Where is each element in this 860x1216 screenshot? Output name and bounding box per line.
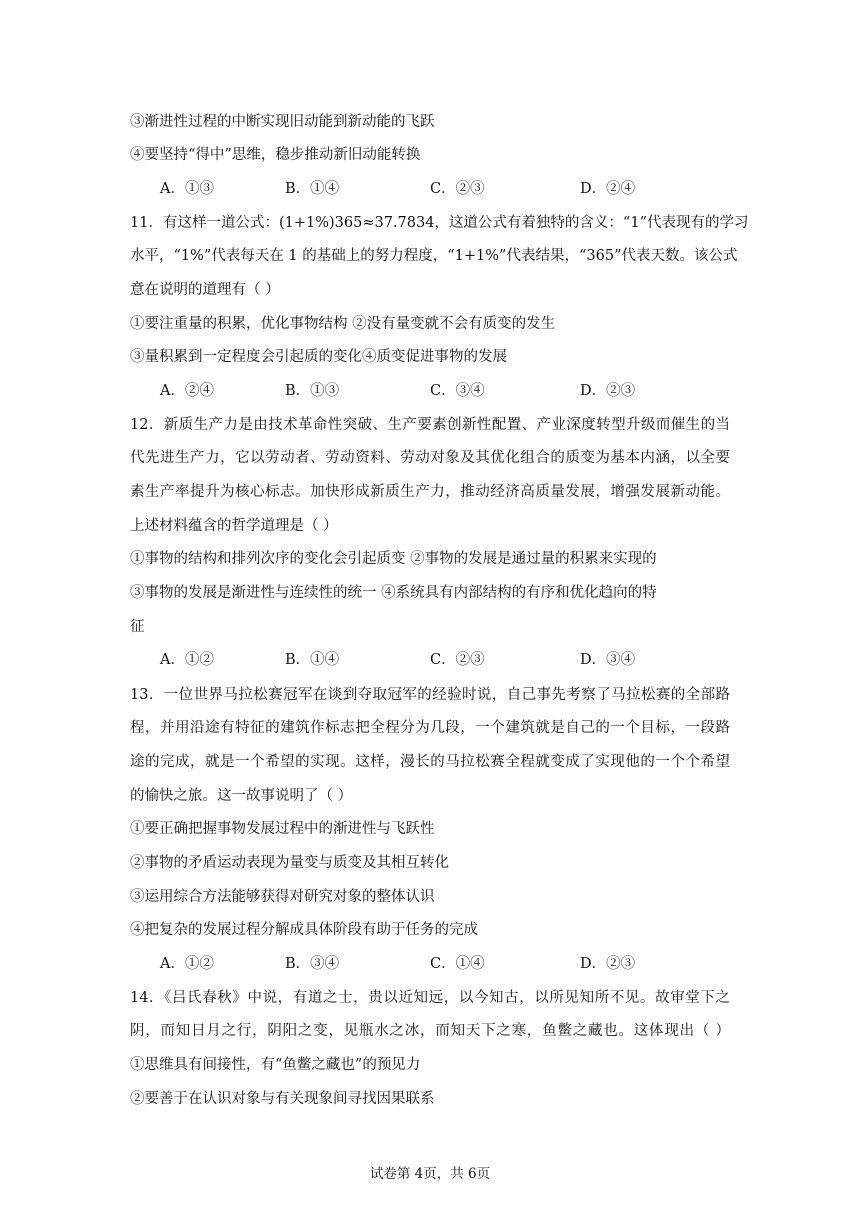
q12-stem-line-2: 代先进生产力，它以劳动者、劳动资料、劳动对象及其优化组合的质变为基本内涵，以全要 [130, 450, 730, 466]
q13-option-a[interactable]: A．①② [160, 956, 214, 972]
q11-option-c[interactable]: C．③④ [430, 383, 485, 399]
statement-3: ③渐进性过程的中断实现旧动能到新动能的飞跃 [130, 114, 435, 130]
q12-stem-line-3: 素生产率提升为核心标志。加快形成新质生产力，推动经济高质量发展，增强发展新动能。 [130, 484, 730, 500]
q12-statements-3: 征 [130, 619, 145, 635]
q12-stem-line-4: 上述材料蕴含的哲学道理是（ ） [130, 518, 338, 534]
q13-stem-line-2: 程，并用沿途有特征的建筑作标志把全程分为几段，一个建筑就是自己的一个目标，一段路 [130, 720, 730, 736]
q12-option-b[interactable]: B．①④ [285, 652, 340, 668]
q13-stem-line-4: 的愉快之旅。这一故事说明了（ ） [130, 788, 353, 804]
q11-statements-2: ③量积累到一定程度会引起质的变化④质变促进事物的发展 [130, 349, 507, 365]
q13-option-d[interactable]: D．②③ [580, 956, 636, 972]
q12-option-d[interactable]: D．③④ [580, 652, 636, 668]
page-footer: 试卷第 4页，共 6页 [369, 1166, 491, 1182]
q13-stem-line-3: 途的完成，就是一个希望的实现。这样，漫长的马拉松赛全程就变成了实现他的一个个希望 [130, 754, 730, 770]
q11-stem-line-3: 意在说明的道理有（ ） [130, 282, 280, 298]
q11-option-a[interactable]: A．②④ [160, 383, 214, 399]
q13-statement-4: ④把复杂的发展过程分解成具体阶段有助于任务的完成 [130, 922, 478, 938]
option-c[interactable]: C．②③ [430, 181, 485, 197]
statement-4: ④要坚持“得中”思维，稳步推动新旧动能转换 [130, 147, 421, 163]
q12-option-a[interactable]: A．①② [160, 652, 214, 668]
option-b[interactable]: B．①④ [285, 181, 340, 197]
q14-statement-2: ②要善于在认识对象与有关现象间寻找因果联系 [130, 1091, 435, 1107]
option-d[interactable]: D．②④ [580, 181, 636, 197]
q14-stem-line-1: 14．《吕氏春秋》中说，有道之士，贵以近知远，以今知古，以所见知所不见。故审堂下之 [130, 990, 730, 1006]
q11-stem-line-1: 11．有这样一道公式：(1+1%)365≈37.7834，这道公式有着独特的含义：“1”代表现有的学习 [130, 215, 749, 231]
q13-statement-3: ③运用综合方法能够获得对研究对象的整体认识 [130, 889, 435, 905]
q13-statement-1: ①要正确把握事物发展过程中的渐进性与飞跃性 [130, 821, 435, 837]
q12-stem-line-1: 12．新质生产力是由技术革命性突破、生产要素创新性配置、产业深度转型升级而催生的当 [130, 417, 730, 433]
q14-stem-line-2: 阴，而知日月之行，阴阳之变，见瓶水之冰，而知天下之寒，鱼鳖之藏也。这体现出（ ） [130, 1023, 730, 1039]
q12-option-c[interactable]: C．②③ [430, 652, 485, 668]
q13-stem-line-1: 13．一位世界马拉松赛冠军在谈到夺取冠军的经验时说，自己事先考察了马拉松赛的全部路 [130, 687, 730, 703]
q13-option-b[interactable]: B．③④ [285, 956, 340, 972]
q11-option-d[interactable]: D．②③ [580, 383, 636, 399]
q13-option-c[interactable]: C．①④ [430, 956, 485, 972]
q13-statement-2: ②事物的矛盾运动表现为量变与质变及其相互转化 [130, 855, 449, 871]
q14-statement-1: ①思维具有间接性，有“鱼鳖之藏也”的预见力 [130, 1057, 421, 1073]
option-a[interactable]: A．①③ [160, 181, 214, 197]
q12-statements-2: ③事物的发展是渐进性与连续性的统一 ④系统具有内部结构的有序和优化趋向的特 [130, 585, 657, 601]
q11-stem-line-2: 水平，“1%”代表每天在 1 的基础上的努力程度，“1+1%”代表结果，“365”代表天数。该公式 [130, 248, 738, 264]
q12-statements-1: ①事物的结构和排列次序的变化会引起质变 ②事物的发展是通过量的积累来实现的 [130, 551, 657, 567]
q11-option-b[interactable]: B．①③ [285, 383, 340, 399]
q11-statements-1: ①要注重量的积累，优化事物结构 ②没有量变就不会有质变的发生 [130, 316, 556, 332]
